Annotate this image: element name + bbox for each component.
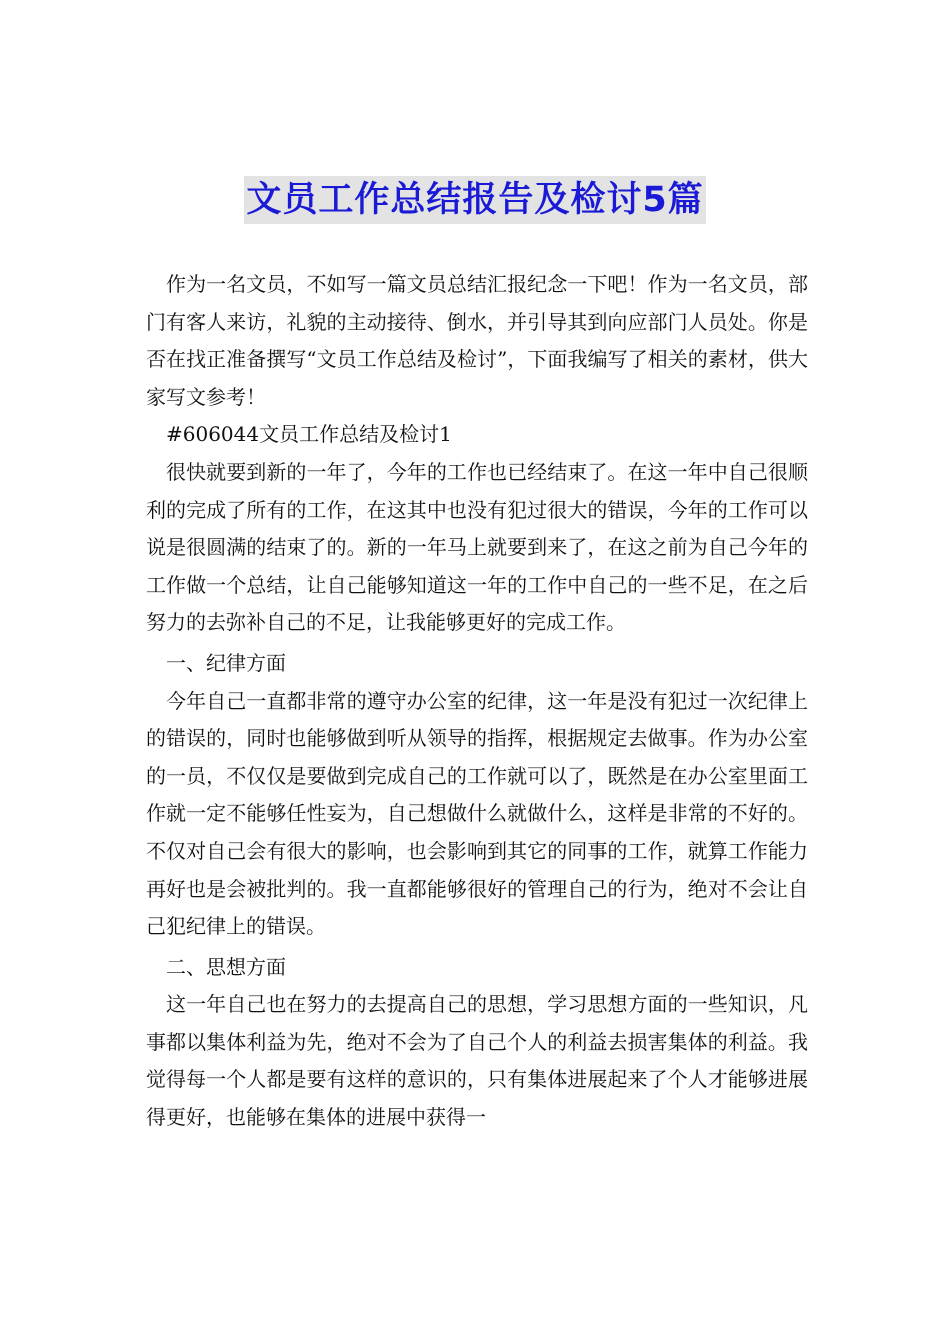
intro-paragraph: 作为一名文员，不如写一篇文员总结汇报纪念一下吧！作为一名文员，部门有客人来访，礼貌的主动接待、倒水，并引导其到向应部门人员处。你是否在找正准备撰写“文员工作总结及检讨”，下面我编写了相关的素材，供大家写文参考！ <box>146 272 808 409</box>
title-block <box>0 176 950 224</box>
body-paragraph: 很快就要到新的一年了，今年的工作也已经结束了。在这一年中自己很顺利的完成了所有的工作，在这其中也没有犯过很大的错误，今年的工作可以说是很圆满的结束了的。新的一年马上就要到来了，在这之前为自己今年的工作做一个总结，让自己能够知道这一年的工作中自己的一些不足，在之后努力的去弥补自己的不足，让我能够更好的完成工作。 <box>146 459 808 635</box>
subheading-thought: 二、思想方面 <box>166 954 286 979</box>
body-paragraph: 这一年自己也在努力的去提高自己的思想，学习思想方面的一些知识，凡事都以集体利益为先，绝对不会为了自己个人的利益去损害集体的利益。我觉得每一个人都是要有这样的意识的，只有集体进展起来了个人才能够进展得更好，也能够在集体的进展中获得一 <box>146 992 808 1130</box>
body-paragraph: 今年自己一直都非常的遵守办公室的纪律，这一年是没有犯过一次纪律上的错误的，同时也能够做到听从领导的指挥，根据规定去做事。作为办公室的一员，不仅仅是要做到完成自己的工作就可以了，既然是在办公室里面工作就一定不能够任性妄为，自己想做什么就做什么，这样是非常的不好的。不仅对自己会有很大的影响，也会影响到其它的同事的工作，就算工作能力再好也是会被批判的。我一直都能够很好的管理自己的行为，绝对不会让自己犯纪律上的错误。 <box>146 688 808 939</box>
section-heading-1: #606044文员工作总结及检讨1 <box>166 422 452 447</box>
document-title: 文员工作总结报告及检讨5篇 <box>244 176 705 224</box>
document-body <box>146 266 808 1137</box>
subheading-discipline: 一、纪律方面 <box>166 650 286 675</box>
